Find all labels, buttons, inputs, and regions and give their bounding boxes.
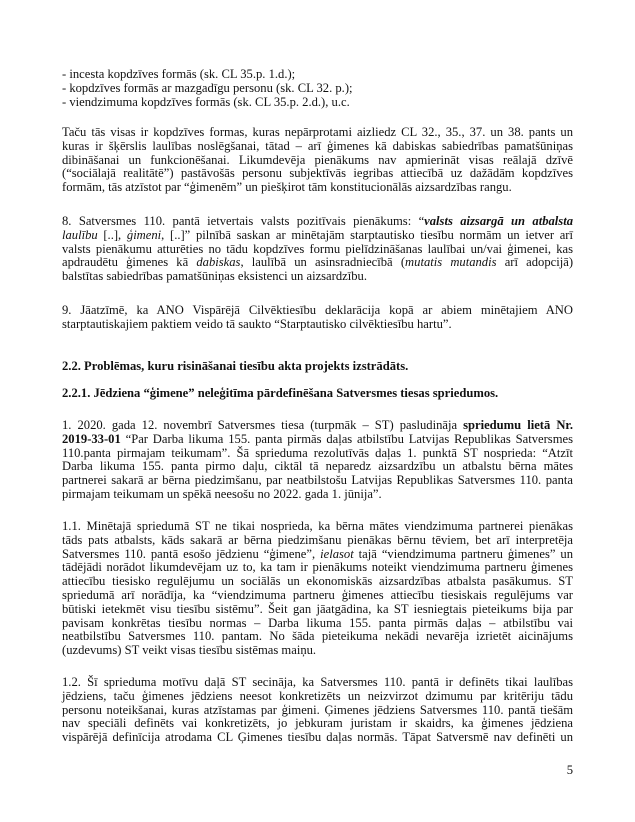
paragraph-1-1 bbox=[62, 520, 573, 658]
text-line bbox=[62, 575, 573, 589]
text-run: formām, tās atzīstot par “ģimenēm” un piešķirot tām konstitucionālās aizsardzības rangu. bbox=[62, 180, 512, 195]
text-line bbox=[62, 243, 573, 257]
emphasis-text: ģimeni bbox=[126, 227, 162, 242]
text-run: spriedumā arī norādīja, ka “viendzimuma partneru ģimenes attiecību tiesiskais regulējums var bbox=[62, 587, 573, 602]
text-run: tādējādi norādot likumdevējam uz to, ka tam ir pienākums noteikt viendzimuma partneru ģimenes bbox=[62, 560, 573, 575]
text-line bbox=[62, 717, 573, 731]
text-line bbox=[62, 704, 573, 718]
text-run: 1.2. Šī sprieduma motīvu daļā ST secināja, ka Satversmes 110. pantā ir definēts tikai laulības bbox=[62, 675, 573, 689]
text-run: , laulībā un asinsradniecībā ( bbox=[240, 255, 406, 270]
text-run: starptautiskajiem paktiem veido tā saukto “Starptautisko cilvēktiesību hartu”. bbox=[62, 316, 452, 331]
text-run: 110.panta pirmajam teikumam”. Šā sprieduma rezolutīvās daļas 1. punktā ST nosprieda: “Atzīt bbox=[62, 445, 573, 460]
text-run: tāds pats atbalsts, kāds sakarā ar bērna piedzimšanu pienākas bērnu tēviem, bet arī interpretēja bbox=[62, 532, 573, 547]
text-line bbox=[62, 360, 573, 374]
list-item bbox=[62, 68, 573, 82]
text-run: , [..]” pilnībā saskan ar minētajām starptautisko tiesību normām un ietver arī bbox=[161, 227, 574, 242]
text-line bbox=[62, 534, 573, 548]
text-line bbox=[62, 167, 573, 181]
text-line bbox=[62, 270, 573, 284]
list-item bbox=[62, 96, 573, 110]
text-line bbox=[62, 433, 573, 447]
text-run: vispārējā definīcija atrodama CL Ģimenes tiesību daļas normās. Tāpat Satversmē nav definēti un bbox=[62, 730, 573, 745]
emphasis-text: mutatis mutandis bbox=[405, 255, 497, 270]
text-run: Darba likuma 155. panta pirmo daļu, ciktāl tā neparedz aizsardzību un atbalstu bērna mātes bbox=[62, 459, 573, 474]
emphasis-text: laulību bbox=[62, 227, 98, 242]
paragraph-1 bbox=[62, 419, 573, 502]
text-line bbox=[62, 318, 573, 332]
text-line bbox=[62, 154, 573, 168]
text-line bbox=[62, 644, 573, 658]
text-line bbox=[62, 304, 573, 318]
text-line bbox=[62, 617, 573, 631]
text-run: arī adopcijā) bbox=[496, 255, 574, 270]
text-run: neatbilstību Satversmes 110. pantam. No šāda pieteikuma nekādi nevarēja izrietēt aicinājums bbox=[62, 629, 573, 644]
text-line bbox=[62, 387, 573, 401]
text-run: - viendzimuma kopdzīves formās (sk. CL 35.p. 2.d.), u.c. bbox=[62, 94, 350, 109]
text-run: personu noteikšanai, kuras atzīstamas par ģimeni. Ģimenes jēdziens Satversmes 110. pantā tiešām bbox=[62, 702, 573, 717]
text-line bbox=[62, 548, 573, 562]
page-number: 5 bbox=[566, 763, 573, 777]
text-run: balstītas sabiedrības pamatšūniņas eksistenci un aizsardzību. bbox=[62, 269, 367, 284]
text-run: 2.2. Problēmas, kuru risināšanai tiesību akta projekts izstrādāts. bbox=[62, 359, 409, 373]
text-run: kuras ir šķērslis laulības noslēgšanai, tātad – arī ģimenes kā dabiskas sabiedrības pamatšūniņas bbox=[62, 138, 573, 153]
text-run: (“sociālajā realitātē”) pastāvošās personu subjektīvās iegribas attiecībā uz dažādām kopdzīves bbox=[62, 166, 573, 181]
text-line bbox=[62, 690, 573, 704]
text-run: Taču tās visas ir kopdzīves formas, kuras nepārprotami aizliedz CL 32., 35., 37. un 38. pants un bbox=[62, 125, 573, 139]
text-run: 2.2.1. Jēdziena “ģimene” neleģitīma pārdefinēšana Satversmes tiesas spriedumos. bbox=[62, 386, 499, 400]
text-run: “Par Darba likuma 155. panta pirmās daļas atbilstību Latvijas Republikas Satversmes bbox=[120, 431, 573, 446]
text-run: [..], bbox=[97, 227, 127, 242]
list-item bbox=[62, 82, 573, 96]
text-run: 9. Jāatzīmē, ka ANO Vispārējā Cilvēktiesību deklarācija kopā ar abiem minētajiem ANO bbox=[62, 303, 573, 317]
text-run: būtiski ietekmēt visu tiesību sistēmu”. Šeit gan jāatgādina, ka ST iesniegtais pieteikums bija par bbox=[62, 601, 573, 616]
text-line bbox=[62, 589, 573, 603]
text-run: Satversmes 110. pantā esošo jēdzienu “ģimene”, bbox=[62, 546, 321, 561]
text-line bbox=[62, 474, 573, 488]
text-line bbox=[62, 140, 573, 154]
text-line bbox=[62, 488, 573, 502]
text-run: tajā “viendzimuma partneru ģimenes” un bbox=[353, 546, 574, 561]
text-line bbox=[62, 256, 573, 270]
text-run: partnerei sakarā ar bērna piedzimšanu, par neatbilstošu Latvijas Republikas Satversmes 110. panta bbox=[62, 473, 573, 488]
text-run: jēdziens, taču ģimenes jēdziens neesot konkretizēts un neizvirzot dzimumu par kritēriju tādu bbox=[62, 688, 573, 703]
emphasis-text: ielasot bbox=[320, 546, 354, 561]
text-run: (uzdevums) ST veikt visas tiesību sistēmas maiņu. bbox=[62, 643, 317, 658]
text-line bbox=[62, 126, 573, 140]
paragraph-8 bbox=[62, 215, 573, 284]
text-run: valsts pienākumu atturēties no tādu kopdzīves formu pielīdzināšanas laulībai un/vai ģimenei, kas bbox=[62, 241, 573, 256]
emphasis-text: dabiskas bbox=[196, 255, 241, 270]
text-run: 8. Satversmes 110. pantā ietvertais valsts pozitīvais pienākums: “ bbox=[62, 214, 425, 228]
text-run: pavisam konkrētas tiesību normas – Darba likuma 155. panta pirmās daļas – atbilstību vai bbox=[62, 615, 573, 630]
text-line bbox=[62, 603, 573, 617]
emphasis-text: valsts aizsargā un atbalsta bbox=[424, 214, 573, 228]
text-run: 1.1. Minētajā spriedumā ST ne tikai nosprieda, ka bērna mātes viendzimuma partnerei pienākas bbox=[62, 519, 573, 533]
text-line bbox=[62, 731, 573, 745]
text-run: - incesta kopdzīves formās (sk. CL 35.p. 1.d.); bbox=[62, 67, 296, 81]
text-line bbox=[62, 419, 573, 433]
text-run: apdraudētu ģimenes kā bbox=[62, 255, 197, 270]
paragraph-taca bbox=[62, 126, 573, 195]
list-cohabitation-forms bbox=[62, 68, 573, 109]
text-line bbox=[62, 460, 573, 474]
text-line bbox=[62, 447, 573, 461]
text-line bbox=[62, 520, 573, 534]
paragraph-9 bbox=[62, 304, 573, 332]
emphasis-text: 2019-33-01 bbox=[62, 431, 121, 446]
text-run: pirmajam teikumam un spēkā neesošu no 2022. gada 1. jūnija”. bbox=[62, 486, 382, 501]
text-line bbox=[62, 676, 573, 690]
emphasis-text: spriedumu lietā Nr. bbox=[463, 418, 574, 432]
paragraph-1-2 bbox=[62, 676, 573, 745]
text-line bbox=[62, 630, 573, 644]
text-run: 1. 2020. gada 12. novembrī Satversmes tiesa (turpmāk – ST) pasludināja bbox=[62, 418, 464, 432]
heading-2-2 bbox=[62, 360, 573, 374]
text-run: nav speciāli definēts vai konkretizēts, jo jebkuram juristam ir skaidrs, ka ģimenes jēdziena bbox=[62, 716, 573, 731]
text-run: dibināšanai un funkcionēšanai. Likumdevēja pienākums nav apmierināt visas reālajā dzīvē bbox=[62, 152, 573, 167]
text-run: attiecību tiesisko regulējumu un sociālās un ekonomiskās aizsardzības atbalsta pasākumus. ST bbox=[62, 574, 573, 589]
text-line bbox=[62, 181, 573, 195]
text-line bbox=[62, 229, 573, 243]
heading-2-2-1 bbox=[62, 387, 573, 401]
text-line bbox=[62, 215, 573, 229]
text-line bbox=[62, 561, 573, 575]
text-run: - kopdzīves formās ar mazgadīgu personu (sk. CL 32. p.); bbox=[62, 80, 353, 95]
